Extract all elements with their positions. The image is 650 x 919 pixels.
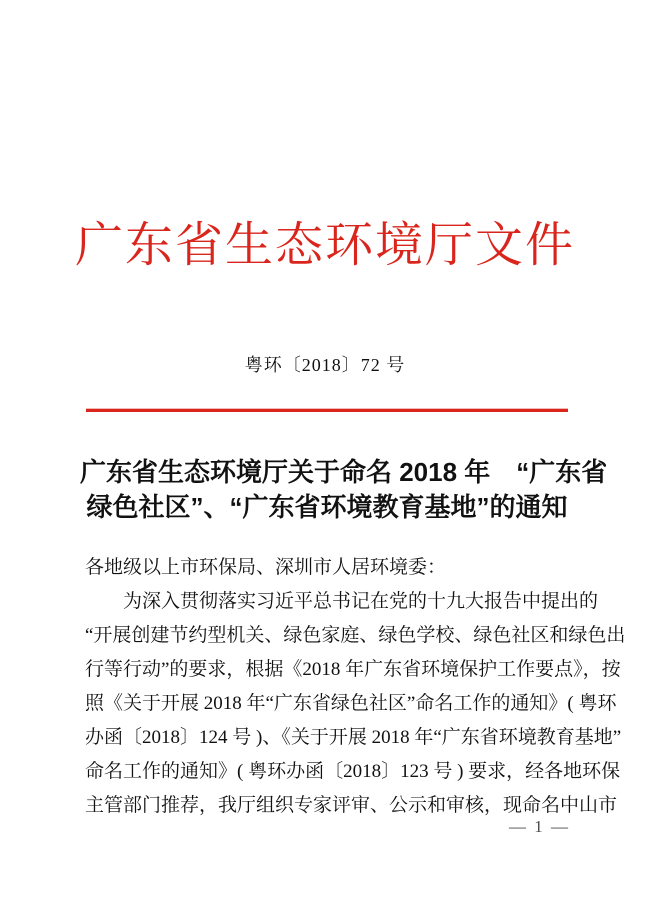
- body-line: “开展创建节约型机关、绿色家庭、绿色学校、绿色社区和绿色出: [85, 625, 626, 646]
- notice-title-line-1: 广东省生态环境厅关于命名 2018 年 “广东省: [80, 457, 608, 487]
- salutation-line: 各地级以上市环保局、深圳市人居环境委：: [85, 557, 447, 578]
- body-line: 主管部门推荐，我厅组织专家评审、公示和审核，现命名中山市: [85, 795, 618, 816]
- body-line: 照《关于开展 2018 年“广东省绿色社区”命名工作的通知》( 粤环: [85, 693, 617, 714]
- document-body: [85, 551, 626, 823]
- body-line: 命名工作的通知》( 粤环办函〔2018〕123 号 ) 要求，经各地环保: [85, 761, 621, 782]
- document-reference-number: 粤环〔2018〕72 号: [244, 355, 406, 375]
- body-line: 为深入贯彻落实习近平总书记在党的十九大报告中提出的: [123, 591, 599, 612]
- body-line: 行等行动”的要求，根据《2018 年广东省环境保护工作要点》，按: [85, 659, 621, 680]
- page-number: — 1 —: [509, 817, 570, 836]
- red-divider-line: [86, 408, 568, 412]
- notice-title-line-2: 绿色社区”、“广东省环境教育基地”的通知: [86, 492, 568, 522]
- agency-letterhead-title: 广东省生态环境厅文件: [74, 219, 575, 272]
- notice-title: [80, 455, 608, 525]
- body-line: 办函〔2018〕124 号 )、《关于开展 2018 年“广东省环境教育基地”: [85, 727, 622, 748]
